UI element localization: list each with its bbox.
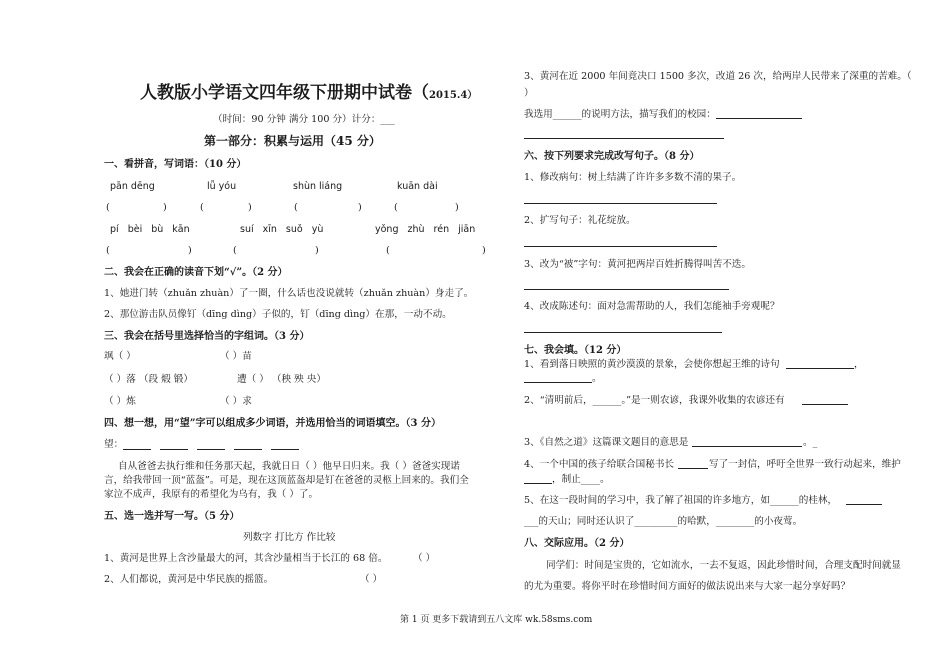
answer-paren-open[interactable]: ( [233, 245, 237, 256]
answer-paren-close: ) [315, 245, 319, 256]
answer-blank[interactable] [846, 504, 882, 505]
answer-paren-open[interactable]: ( [106, 202, 110, 213]
answer-blank[interactable] [524, 382, 592, 383]
answer-line[interactable] [524, 332, 722, 333]
answer-blank[interactable] [802, 404, 848, 405]
s5-question-2: 2、人们都说，黄河是中华民族的摇篮。 [104, 574, 274, 585]
s7-question-5-cont: ___的天山；同时还认识了_________的哈默，________的小夜莺。 [524, 516, 803, 527]
s7-question-5: 5、在这一段时间的学习中，我了解了祖国的许多地方，如______的桂林， [524, 495, 838, 506]
s7-question-3: 3、《自然之道》这篇课文题目的意思是 [524, 437, 689, 448]
s6-question-1: 1、修改病句：树上结满了许许多多数不清的果子。 [524, 172, 742, 183]
answer-paren-close: ) [358, 202, 362, 213]
section-1-heading: 一、看拼音，写词语：（10 分） [104, 159, 247, 170]
exam-title-year: 2015.4） [429, 90, 478, 101]
answer-blank[interactable] [197, 449, 225, 450]
answer-line[interactable] [524, 203, 717, 204]
s4-paragraph-3: 家泣不成声，我原有的希望化为乌有，我（ ）了。 [104, 489, 319, 500]
s5-question-1: 1、黄河是世界上含沙量最大的河，其含沙量相当于长江的 68 倍。 [104, 553, 388, 564]
section-2-heading: 二、我会在正确的读音下划“√”。（2 分） [104, 267, 288, 278]
s5-answer-1[interactable]: （ ） [413, 553, 436, 564]
s7-question-4-end: ，制止____。 [552, 474, 610, 485]
s3-item: （ ）落 （段 煅 锻） [104, 374, 193, 385]
answer-line[interactable] [524, 246, 717, 247]
s5-question-4: 我选用______的说明方法，描写我们的校园： [524, 109, 716, 120]
exam-title-main: 人教版小学语文四年级下册期中试卷（ [140, 83, 429, 103]
answer-paren-close: ) [482, 245, 486, 256]
answer-paren-close: ) [163, 202, 167, 213]
section-5-heading: 五、选一选并写一写。（5 分） [104, 511, 240, 522]
answer-blank[interactable] [160, 449, 188, 450]
s3-item: （ ）求 [220, 396, 252, 407]
answer-blank[interactable] [524, 483, 552, 484]
s3-item: 飒（ ） [104, 351, 136, 362]
s4-paragraph-2: 言，给我带回一顶“蓝盔”。可是，现在这顶蓝盔却是钉在爸爸的灵柩上回来的。我们全 [104, 475, 469, 486]
s2-question-1: 1、她进门转（zhuǎn zhuàn）了一圈，什么话也没说就转（zhuǎn zhuàn）身走了。 [104, 288, 474, 299]
s3-item: （ ）炼 [104, 396, 136, 407]
answer-blank[interactable] [234, 449, 262, 450]
answer-paren-close: ) [248, 202, 252, 213]
s5-answer-2[interactable]: （ ） [360, 574, 383, 585]
s4-paragraph-1: 自从爸爸去执行维和任务那天起，我就日日（ ）他早日归来。我（ ）爸爸实现诺 [118, 461, 460, 472]
section-3-heading: 三、我会在括号里选择恰当的字组词。（3 分） [104, 331, 310, 342]
s7-question-1: 1、看到落日映照的黄沙漠漠的景象，会使你想起王维的诗句 [524, 359, 780, 370]
exam-title [140, 82, 477, 107]
s8-paragraph-2: 的尤为重要。将你平时在珍惜时间方面好的做法说出来与大家一起分享好吗？ [524, 581, 851, 592]
s7-question-3-end: 。_ [803, 437, 818, 448]
page-footer: 第 1 页 更多下载请到五八文库 wk.58sms.com [400, 615, 593, 625]
s6-question-2: 2、扩写句子：礼花绽放。 [524, 215, 636, 226]
s3-item: 遭（ ） （秧 殃 央） [237, 374, 326, 385]
answer-paren-open[interactable]: ( [200, 202, 204, 213]
answer-paren-open[interactable]: ( [394, 202, 398, 213]
answer-paren-close: ) [188, 245, 192, 256]
s5-answer-3-close[interactable]: ） [524, 88, 534, 99]
s7-question-4-mid: 写了一封信，呼吁全世界一致行动起来，维护 [709, 459, 901, 470]
answer-line[interactable] [524, 289, 729, 290]
s7-question-1-comma: ， [854, 359, 864, 370]
s5-options: 列数字 打比方 作比较 [243, 532, 336, 543]
answer-blank[interactable] [716, 118, 802, 119]
s2-question-2: 2、那位游击队员像钉（dīng dìng）子似的，钉（dīng dìng）在那，一动不动。 [104, 309, 452, 320]
answer-blank[interactable] [692, 446, 802, 447]
answer-blank[interactable] [786, 368, 854, 369]
exam-info: （时间：90 分钟 满分 100 分）计分：___ [213, 114, 395, 125]
answer-paren-open[interactable]: ( [386, 245, 390, 256]
s7-question-2: 2、“清明前后，______。”是一则农谚，我课外收集的农谚还有 [524, 395, 785, 406]
s5-question-3: 3、黄河在近 2000 年间竟决口 1500 多次，改道 26 次，给两岸人民带来了深重的苦难。（ [524, 71, 912, 82]
part-one-heading: 第一部分：积累与运用（45 分） [204, 134, 381, 148]
section-6-heading: 六、按下列要求完成改写句子。（8 分） [524, 151, 700, 162]
pinyin-3: shùn liáng [293, 181, 343, 192]
pinyin-6: suí xīn suǒ yù [240, 224, 324, 235]
answer-paren-open[interactable]: ( [106, 245, 110, 256]
answer-paren-open[interactable]: ( [294, 202, 298, 213]
answer-blank[interactable] [123, 449, 151, 450]
s7-question-1-end: 。 [592, 373, 602, 384]
pinyin-4: kuān dài [397, 181, 438, 192]
pinyin-7: yǒng zhù rén jiān [375, 224, 476, 235]
s6-question-4: 4、改成陈述句：面对急需帮助的人，我们怎能袖手旁观呢？ [524, 301, 780, 312]
section-4-heading: 四、想一想，用“望”字可以组成多少词语，并选用恰当的词语填空。（3 分） [104, 418, 441, 429]
pinyin-2: lǚ yóu [207, 181, 237, 192]
s3-item: （ ）苗 [220, 351, 252, 362]
answer-blank[interactable] [678, 468, 708, 469]
answer-blank[interactable] [271, 449, 299, 450]
section-8-heading: 八、交际应用。（2 分） [524, 538, 630, 549]
pinyin-1: pān dēng [110, 181, 155, 192]
s7-question-4: 4、一个中国的孩子给联合国秘书长 [524, 459, 675, 470]
s6-question-3: 3、改为“被”字句：黄河把两岸百姓折腾得叫苦不迭。 [524, 259, 751, 270]
s4-prefix: 望： [104, 439, 124, 450]
pinyin-5: pí bèi bù kān [110, 224, 190, 235]
section-7-heading: 七、我会填。（12 分） [524, 345, 627, 356]
s8-paragraph-1: 同学们：时间是宝贵的，它如流水，一去不复返，因此珍惜时间，合理支配时间就显 [546, 560, 901, 571]
answer-line[interactable] [524, 138, 724, 139]
answer-paren-close: ) [455, 202, 459, 213]
